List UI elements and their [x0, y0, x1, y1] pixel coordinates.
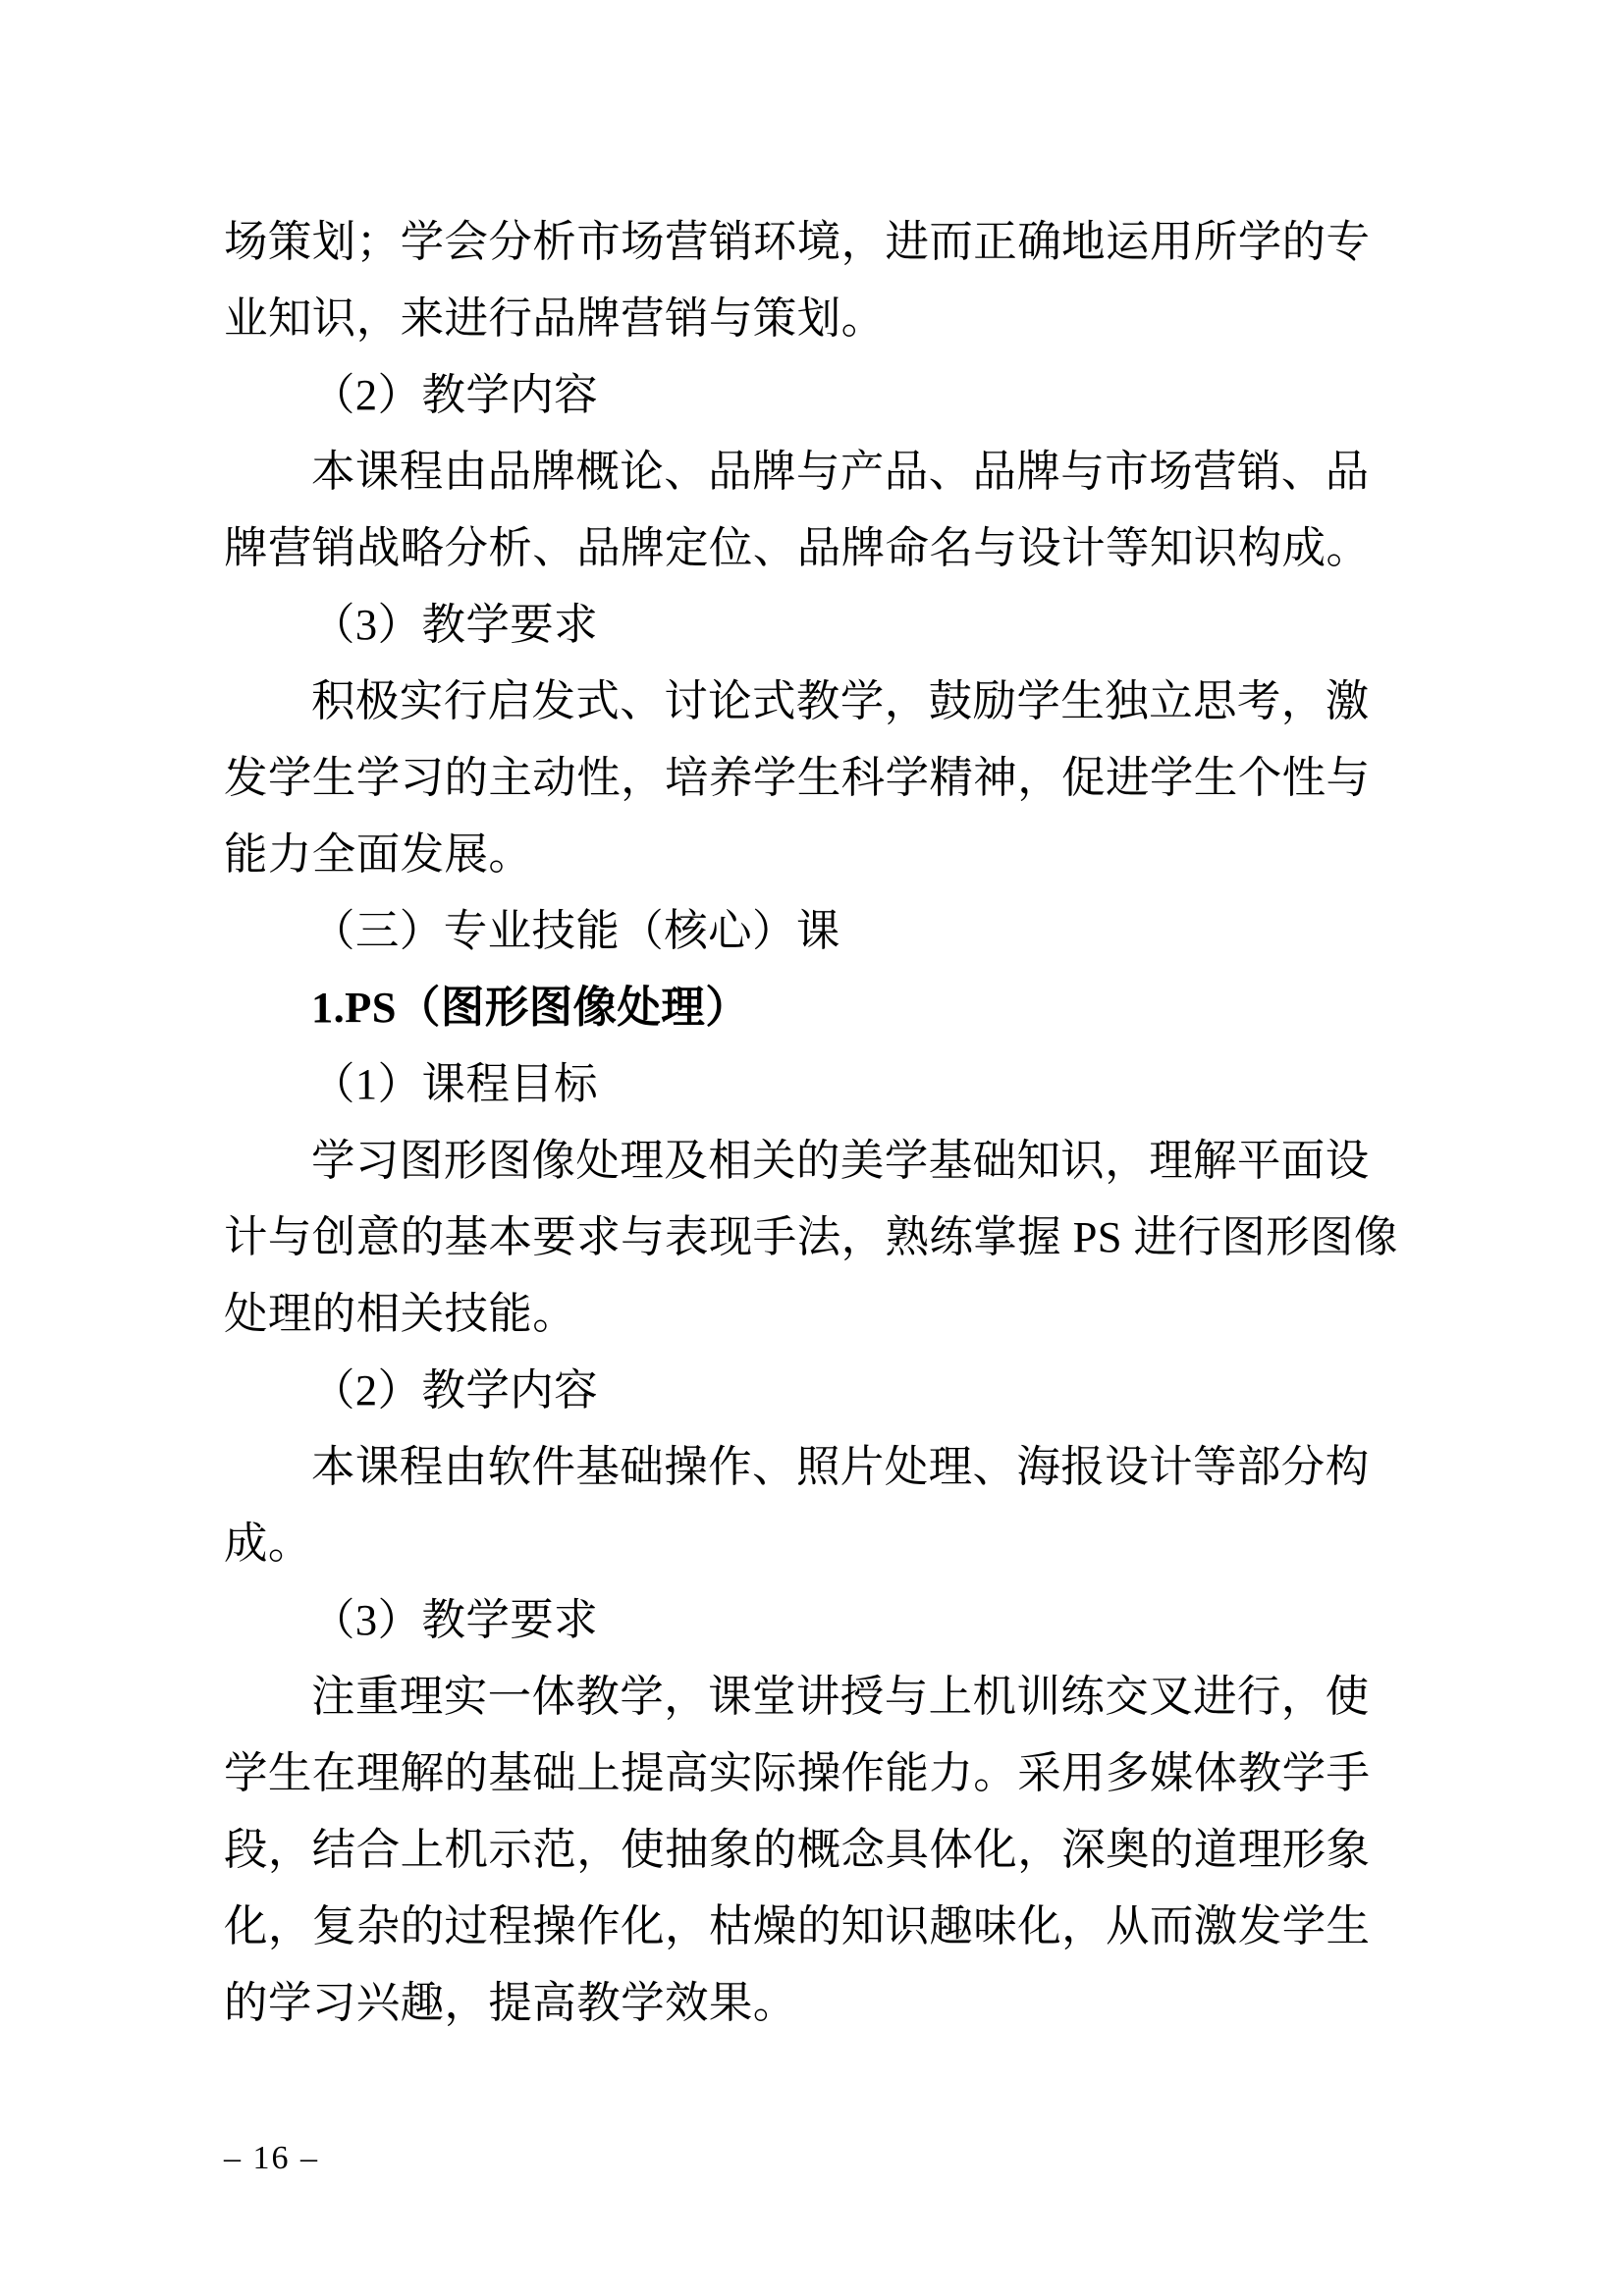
text-line: 牌营销战略分析、品牌定位、品牌命名与设计等知识构成。: [224, 523, 1371, 572]
text-line: 段，结合上机示范，使抽象的概念具体化，深奥的道理形象: [224, 1825, 1371, 1874]
page-number: – 16 –: [224, 2140, 319, 2176]
text-line: （3）教学要求: [311, 600, 599, 649]
text-line: 业知识，来进行品牌营销与策划。: [224, 294, 886, 343]
text-line: 发学生学习的主动性，培养学生科学精神，促进学生个性与: [224, 753, 1371, 802]
text-line: 注重理实一体教学，课堂讲授与上机训练交叉进行，使: [311, 1672, 1370, 1721]
text-line: 本课程由软件基础操作、照片处理、海报设计等部分构: [311, 1442, 1370, 1491]
text-line: 成。: [224, 1519, 312, 1568]
text-line: 场策划；学会分析市场营销环境，进而正确地运用所学的专: [224, 217, 1371, 266]
text-line: 学习图形图像处理及相关的美学基础知识，理解平面设: [311, 1136, 1370, 1185]
text-line: （3）教学要求: [311, 1595, 599, 1644]
text-line: 学生在理解的基础上提高实际操作能力。采用多媒体教学手: [224, 1748, 1371, 1797]
text-block: [224, 203, 1398, 2041]
text-line: 处理的相关技能。: [224, 1289, 577, 1338]
text-line: （三）专业技能（核心）课: [311, 906, 840, 955]
text-line: （1）课程目标: [311, 1059, 599, 1108]
heading-line: 1.PS（图形图像处理）: [311, 983, 750, 1032]
text-line: 计与创意的基本要求与表现手法，熟练掌握 PS 进行图形图像: [224, 1212, 1398, 1261]
text-line: 化，复杂的过程操作化，枯燥的知识趣味化，从而激发学生: [224, 1901, 1371, 1950]
text-line: （2）教学内容: [311, 1365, 599, 1415]
text-line: 的学习兴趣，提高教学效果。: [224, 1978, 797, 2027]
text-line: 积极实行启发式、讨论式教学，鼓励学生独立思考，激: [311, 676, 1370, 725]
text-line: 能力全面发展。: [224, 829, 533, 879]
text-line: （2）教学内容: [311, 370, 599, 419]
text-line: 本课程由品牌概论、品牌与产品、品牌与市场营销、品: [311, 447, 1370, 496]
